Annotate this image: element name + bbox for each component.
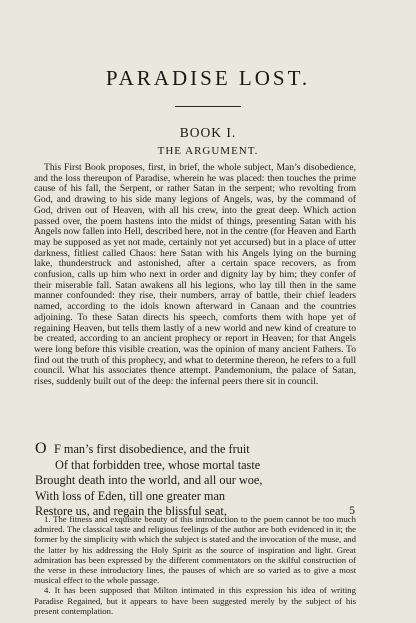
page-title: PARADISE LOST. [105, 66, 311, 90]
verse-line-2 [35, 458, 355, 474]
title-divider [175, 106, 241, 107]
drop-cap: O [35, 440, 47, 457]
line-number: 5 [349, 505, 355, 518]
verse-line-text: Restore us, and regain the blissful seat, [35, 504, 227, 519]
argument-heading: THE ARGUMENT. [157, 145, 259, 157]
footnote: 1. The fitness and exquisite beauty of this introduction to the poem cannot be too much admired. The classical taste and religious feelings of the author are both evidenced in it; the former by the simplicity with which the subject is stated and the invocation of the muse, and the latter by his addressing the Holy Spirit as the source of inspiration and light. Great admiration has been expressed by the different commentators on the skilful construction of the verse in these introductory lines, the pauses of which are so varied as to give a most musical effect to the whole passage. [34, 514, 356, 586]
verse-line-text: Of that forbidden tree, whose mortal taste [55, 457, 261, 472]
verse-line-3 [35, 473, 355, 489]
book-heading: BOOK I. [179, 125, 237, 140]
argument-paragraph: This First Book proposes, first, in brief, the whole subject, Man’s disobedience, and the loss thereupon of Paradise, wherein he was placed: then touches the prime cause of his fall, the Serpent, or rather Satan in the serpent; who revolting from God, and drawing to his side many legions of Angels, was, by the command of God, driven out of Heaven, with all his crew, into the great deep. Which action passed over, the poem hastens into the midst of things, presenting Satan with his Angels now fallen into Hell, described here, not in the centre (for Heaven and Earth may be supposed as yet not made, certainly not yet accursed) but in a place of utter darkness, fitliest called Chaos: here Satan with his Angels lying on the burning lake, thunderstruck and astonished, after a certain space recovers, as from confusion, calls up him who next in order and dignity lay by him; they confer of their miserable fall. Satan awakens all his legions, who lay till then in the same manner confounded: they rise, their numbers, array of battle, their chief leaders named, according to the idols known afterward in Canaan and the countries adjoining. To these Satan directs his speech, comforts them with hope yet of regaining Heaven, but tells them lastly of a new world and new kind of creature to be created, according to an ancient prophecy or report in Heaven; for that Angels were long before this visible creation, was the opinion of many ancient Fathers. To find out the truth of this prophecy, and what to determine thereon, he refers to a full council. What his associates thence attempt. Pandemonium, the palace of Satan, rises, suddenly built out of the deep: the infernal peers there sit in council. [34, 162, 356, 388]
verse-line-text: F man’s first disobedience, and the fruit [54, 442, 250, 456]
verse-line-text: Brought death into the world, and all our woe, [35, 473, 263, 488]
verse-line-1 [35, 441, 355, 458]
poem-verses [35, 441, 355, 520]
footnotes [34, 514, 356, 616]
footnote: 4. It has been supposed that Milton intimated in this expression his idea of writing Paradise Regained, but it appears to have been suggested merely by the subject of his present contemplation. [34, 585, 356, 616]
verse-line-text: With loss of Eden, till one greater man [35, 488, 226, 503]
verse-line-4 [35, 489, 355, 505]
